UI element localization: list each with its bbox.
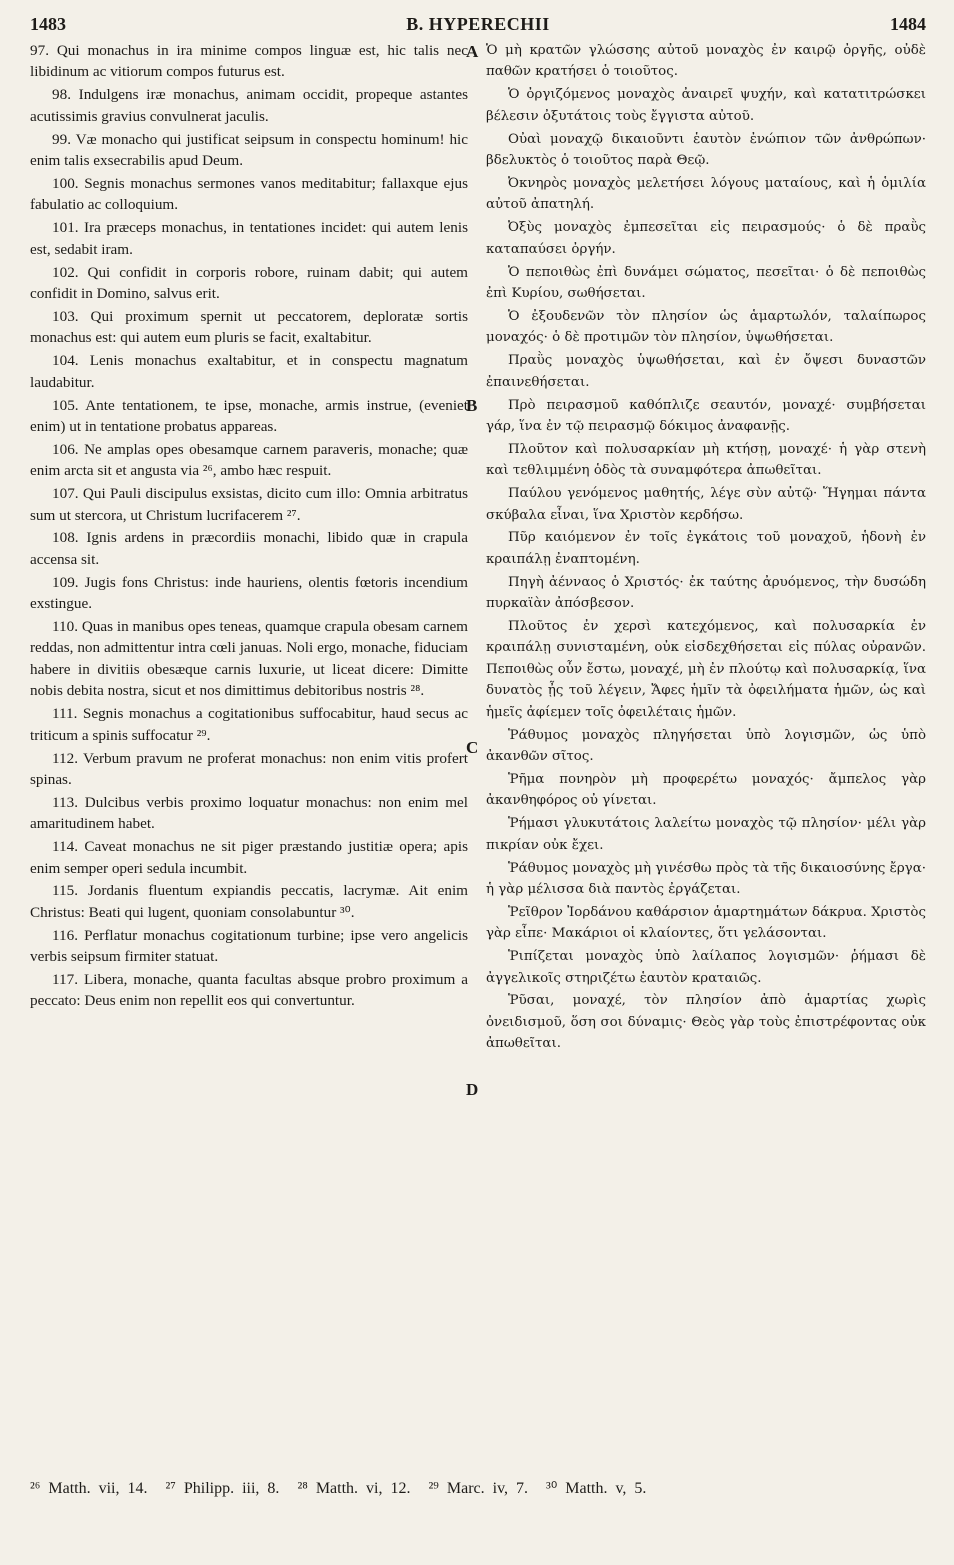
latin-paragraph: 107. Qui Pauli discipulus exsistas, dicito cum illo: Omnia arbitratus sum ut stercora, ut Christum lucrifacerem ²⁷. — [30, 485, 468, 524]
latin-paragraph: 113. Dulcibus verbis proximo loquatur monachus: non enim mel amaritudinem habet. — [30, 793, 468, 833]
greek-paragraph: Ῥῦσαι, μοναχέ, τὸν πλησίον ἀπὸ ἁμαρτίας χωρὶς ὀνειδισμοῦ, ὅση σοι δύναμις· Θεὸς γὰρ τοὺς ἐπιστρέφοντας οὐκ ἀπωθεῖται. — [486, 993, 926, 1052]
greek-paragraph: Ὁ ὀργιζόμενος μοναχὸς ἀναιρεῖ ψυχήν, καὶ κατατιτρώσκει βέλεσιν ὀξυτάτοις τοὺς ἔγγιστα αὐτοῦ. — [486, 87, 926, 124]
margin-letter-b: B — [466, 396, 478, 415]
footnote: ²⁸ Matth. vi, 12. — [297, 1480, 411, 1497]
latin-paragraph: 117. Libera, monache, quanta facultas absque probro proximum a peccato: Deus enim non repellit eos qui convertuntur. — [30, 971, 468, 1010]
greek-column — [486, 40, 926, 1056]
latin-paragraph: 98. Indulgens iræ monachus, animam occidit, propeque astantes acutissimis gravius convulnerat jaculis. — [30, 86, 468, 125]
column-number-right: 1484 — [890, 14, 926, 34]
latin-paragraph: 116. Perflatur monachus cogitationum turbine; ipse vero angelicis verbis seipsum firmiter statuat. — [30, 926, 468, 966]
latin-paragraph: 112. Verbum pravum ne proferat monachus: non enim vitis profert spinas. — [30, 749, 468, 788]
greek-paragraph: Ὁ μὴ κρατῶν γλώσσης αὐτοῦ μοναχὸς ἐν καιρῷ ὀργῆς, οὐδὲ παθῶν κρατήσει ὁ τοιοῦτος. — [486, 43, 926, 80]
running-title: B. HYPERECHII — [406, 14, 550, 34]
greek-paragraph: Πηγὴ ἀένναος ὁ Χριστός· ἐκ ταύτης ἀρυόμενος, τὴν δυσώδη πυρκαϊὰν ἀπόσβεσον. — [486, 574, 926, 612]
latin-paragraph: 104. Lenis monachus exaltabitur, et in conspectu magnatum laudabitur. — [30, 352, 468, 391]
latin-paragraph: 100. Segnis monachus sermones vanos meditabitur; fallaxque ejus fabulatio ac colloquium. — [30, 174, 468, 214]
greek-paragraph: Ῥάθυμος μοναχὸς μὴ γινέσθω πρὸς τὰ τῆς δικαιοσύνης ἔργα· ἡ γὰρ μέλισσα διὰ παντὸς ἐργάζεται. — [486, 860, 926, 897]
greek-paragraph: Ῥήμασι γλυκυτάτοις λαλείτω μοναχὸς τῷ πλησίον· μέλι γὰρ πικρίαν οὐκ ἔχει. — [486, 816, 926, 853]
latin-paragraph: 101. Ira præceps monachus, in tentationes incidet: qui autem lenis est, sedabit iram. — [30, 219, 468, 258]
greek-paragraph: Πῦρ καιόμενον ἐν τοῖς ἐγκάτοις τοῦ μοναχοῦ, ἡδονὴ ἐν κραιπάλῃ ἐναπτομένη. — [486, 530, 926, 567]
margin-letter-d: D — [466, 1080, 479, 1099]
latin-paragraph: 102. Qui confidit in corporis robore, ruinam dabit; qui autem confidit in Domino, salvus erit. — [30, 263, 468, 302]
greek-paragraph: Παύλου γενόμενος μαθητής, λέγε σὺν αὐτῷ· Ἥγημαι πάντα σκύβαλα εἶναι, ἵνα Χριστὸν κερδήσω. — [486, 486, 926, 523]
latin-paragraph: 111. Segnis monachus a cogitationibus suffocabitur, haud secus ac triticum a spinis suffocatur ²⁹. — [30, 705, 468, 744]
footnote: ²⁹ Marc. iv, 7. — [428, 1480, 529, 1497]
latin-paragraph: 110. Quas in manibus opes teneas, quamque crapula obesam carnem reddas, non admittentur intra cœli januas. Noli ergo, monache, fiduciam habere in divitiis obesæque carnis luxurie, ut liceat dicere: Dimitte nobis debita nostra, sicut et nos dimittimus debitoribus nostris ²⁸. — [30, 618, 468, 700]
greek-paragraph: Πρὸ πειρασμοῦ καθόπλιζε σεαυτόν, μοναχέ· συμβήσεται γάρ, ἵνα ἐν τῷ πειρασμῷ δόκιμος ἀναφανῇς. — [486, 397, 926, 434]
latin-paragraph: 103. Qui proximum spernit ut peccatorem, deploratæ sortis monachus est: qui autem eum pluris se facit, exaltabitur. — [30, 307, 468, 347]
margin-letter-c: C — [466, 738, 479, 757]
latin-paragraph: 99. Væ monacho qui justificat seipsum in conspectu hominum! hic enim talis exsecrabilis apud Deum. — [30, 130, 468, 170]
latin-column — [30, 40, 468, 1013]
latin-paragraph: 109. Jugis fons Christus: inde hauriens, olentis fœtoris incendium exstingue. — [30, 573, 468, 613]
margin-letter-a: A — [466, 42, 479, 61]
greek-paragraph: Πραῢς μοναχὸς ὑψωθήσεται, καὶ ἐν ὄψεσι δυναστῶν ἐπαινεθήσεται. — [486, 353, 926, 390]
greek-paragraph: Ὁ ἐξουδενῶν τὸν πλησίον ὡς ἁμαρτωλόν, ταλαίπωρος μοναχός· ὁ δὲ προτιμῶν τὸν πλησίον, ὑψωθήσεται. — [486, 308, 926, 346]
latin-paragraph: 114. Caveat monachus ne sit piger præstando justitiæ opera; apis enim semper operi sedula incumbit. — [30, 838, 468, 877]
greek-paragraph: Ῥάθυμος μοναχὸς πληγήσεται ὑπὸ λογισμῶν, ὡς ὑπὸ ἀκανθῶν σῖτος. — [486, 727, 926, 764]
latin-paragraph: 108. Ignis ardens in præcordiis monachi, libido quæ in crapula accensa sit. — [30, 529, 468, 568]
footnote: ²⁷ Philipp. iii, 8. — [165, 1480, 280, 1497]
greek-paragraph: Ῥεῖθρον Ἰορδάνου καθάρσιον ἁμαρτημάτων δάκρυα. Χριστὸς γὰρ εἶπε· Μακάριοι οἱ κλαίοντες, ὅτι γελάσονται. — [486, 904, 926, 942]
footnotes — [30, 1478, 926, 1498]
greek-paragraph: Ῥῆμα πονηρὸν μὴ προφερέτω μοναχός· ἄμπελος γὰρ ἀκανθηφόρος οὐ γίνεται. — [486, 771, 926, 809]
column-number-left: 1483 — [30, 14, 66, 34]
latin-paragraph: 115. Jordanis fluentum expiandis peccatis, lacrymæ. Ait enim Christus: Beati qui lugent, quoniam consolabuntur ³⁰. — [30, 882, 468, 921]
footnote: ³⁰ Matth. v, 5. — [546, 1480, 647, 1497]
greek-paragraph: Ὁ πεποιθὼς ἐπὶ δυνάμει σώματος, πεσεῖται· ὁ δὲ πεποιθὼς ἐπὶ Κυρίου, σωθήσεται. — [486, 264, 926, 301]
greek-paragraph: Πλοῦτος ἐν χερσὶ κατεχόμενος, καὶ πολυσαρκία ἐν κραιπάλῃ συνισταμένη, οὐκ εἰσδεχθήσεται εἰς πύλας οὐρανῶν. Πεποιθὼς οὖν ἔστω, μοναχέ, μὴ ἐν πλούτῳ καὶ πολυσαρκίᾳ, ἵνα δυνατὸς ᾖς τοῦ λέγειν, Ἄφες ἡμῖν τὰ ὀφειλήματα ἡμῶν, ὡς καὶ ἡμεῖς ἀφίεμεν τοῖς ὀφειλέταις ἡμῶν. — [486, 619, 926, 720]
running-header — [30, 14, 926, 40]
footnote: ²⁶ Matth. vii, 14. — [30, 1480, 148, 1497]
latin-paragraph: 97. Qui monachus in ira minime compos linguæ est, hic talis nec libidinum ac vitiorum compos futurus est. — [30, 42, 468, 81]
greek-paragraph: Ῥιπίζεται μοναχὸς ὑπὸ λαίλαπος λογισμῶν· ῥήμασι δὲ ἀγγελικοῖς στηριζέτω ἑαυτὸν κραταιῶς. — [486, 949, 926, 986]
greek-paragraph: Ὀξὺς μοναχὸς ἐμπεσεῖται εἰς πειρασμούς· ὁ δὲ πραῢς καταπαύσει ὀργήν. — [486, 220, 926, 257]
latin-paragraph: 106. Ne amplas opes obesamque carnem paraveris, monache; quæ enim arcta sit et angusta via ²⁶, ambo hæc respuit. — [30, 440, 468, 480]
latin-paragraph: 105. Ante tentationem, te ipse, monache, armis instrue, (eveniet enim) ut in tentatione probatus appareas. — [30, 396, 468, 435]
greek-paragraph: Οὐαὶ μοναχῷ δικαιοῦντι ἑαυτὸν ἐνώπιον τῶν ἀνθρώπων· βδελυκτὸς ὁ τοιοῦτος παρὰ Θεῷ. — [486, 131, 926, 169]
greek-paragraph: Πλοῦτον καὶ πολυσαρκίαν μὴ κτήσῃ, μοναχέ· ἡ γὰρ στενὴ καὶ τεθλιμμένη ὁδὸς τὰ συναμφότερα ἀπωθεῖται. — [486, 441, 926, 479]
greek-paragraph: Ὀκνηρὸς μοναχὸς μελετήσει λόγους ματαίους, καὶ ἡ ὁμιλία αὐτοῦ ἀπατηλή. — [486, 175, 926, 213]
